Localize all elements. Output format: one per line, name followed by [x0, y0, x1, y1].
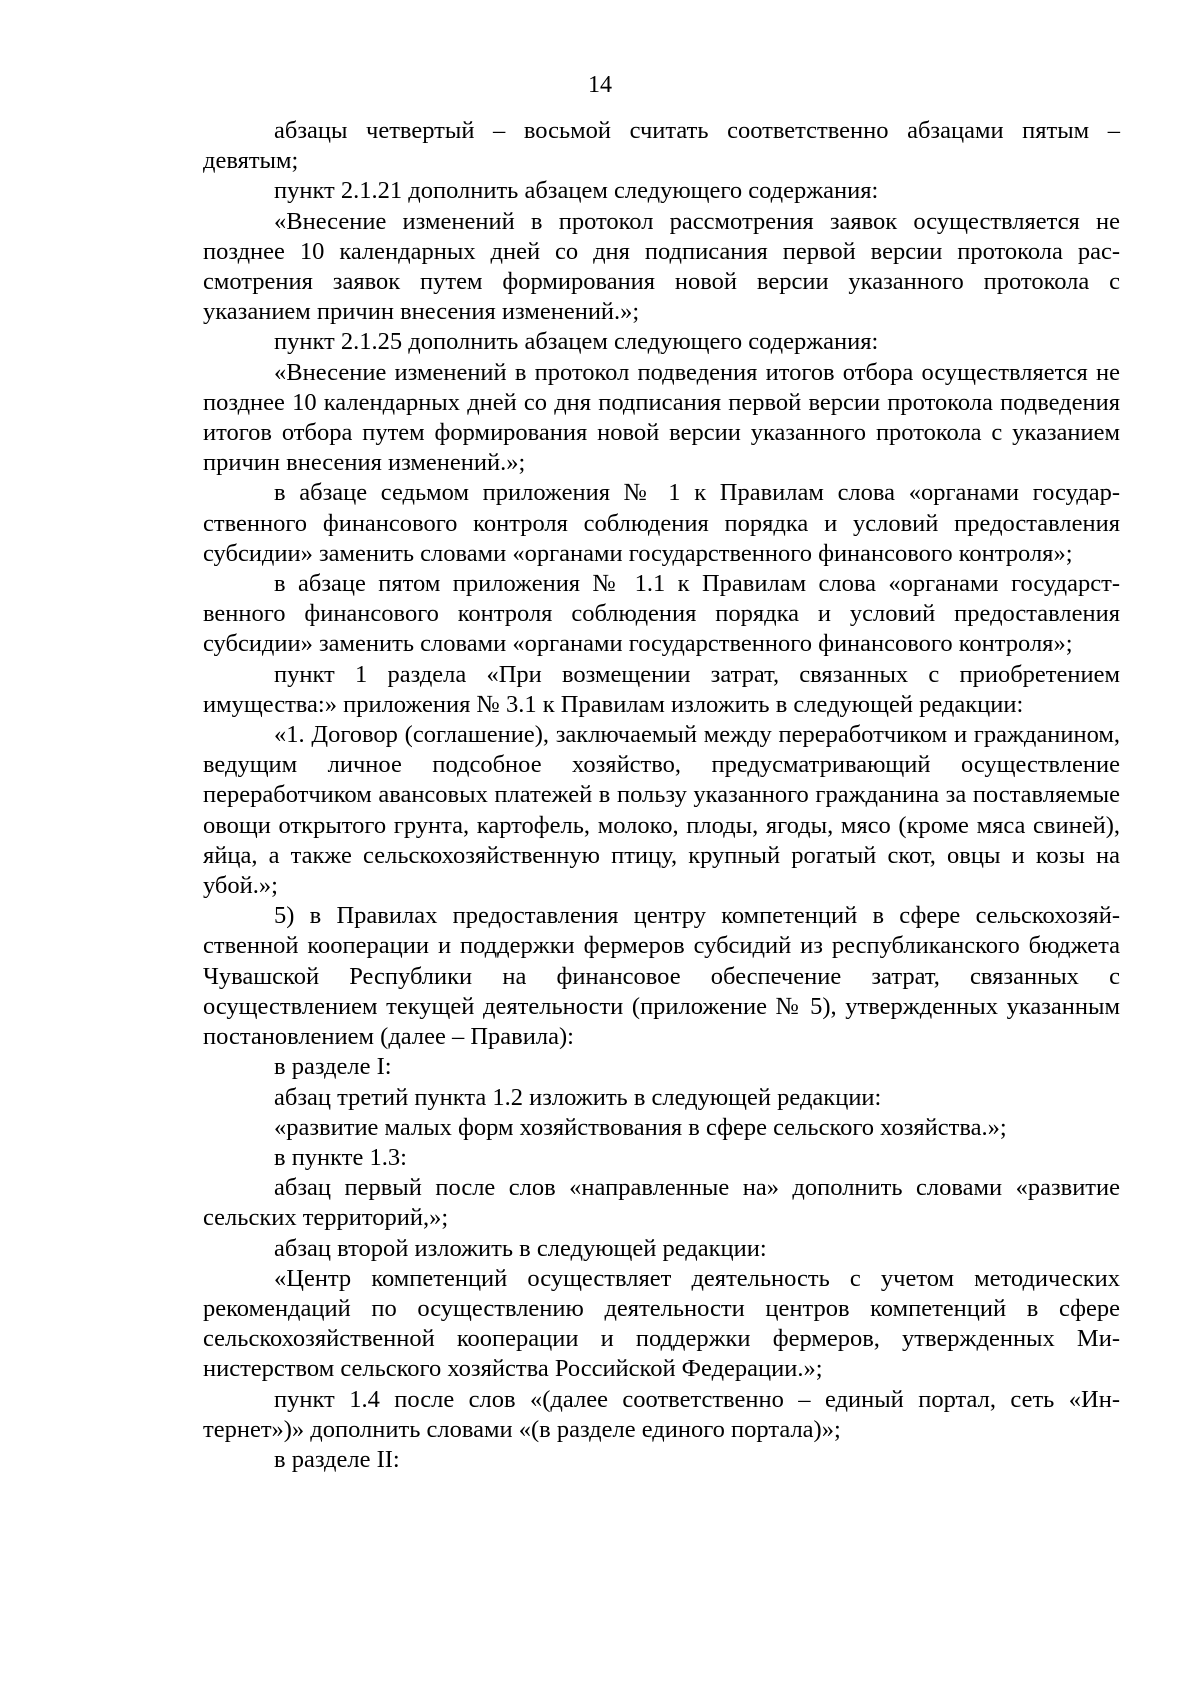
paragraph-2: пункт 2.1.21 дополнить абзацем следующего содержания: — [274, 177, 879, 205]
paragraph-14: в пункте 1.3: — [274, 1143, 407, 1171]
paragraph-15: абзац первый после слов «направленные на» дополнить словами «развитие сельских территорий,»; — [203, 1174, 1120, 1232]
paragraph-3: «Внесение изменений в протокол рассмотрения заявок осуществляется не позднее 10 календарных дней со дня подписания первой версии протокола рассмотрения заявок путем формирования новой версии указанного протокола с указанием причин внесения изменений.»; — [203, 207, 1120, 326]
page-number: 14 — [588, 72, 612, 98]
paragraph-8: пункт 1 раздела «При возмещении затрат, связанных с приобретением имущества:» приложения № 3.1 к Правилам изложить в следующей редакции: — [203, 660, 1120, 718]
paragraph-1: абзацы четвертый – восьмой считать соответственно абзацами пятым – девятым; — [203, 117, 1120, 175]
paragraph-13: «развитие малых форм хозяйствования в сфере сельского хозяйства.»; — [274, 1113, 1007, 1141]
paragraph-4: пункт 2.1.25 дополнить абзацем следующего содержания: — [274, 328, 879, 356]
paragraph-6: в абзаце седьмом приложения № 1 к Правилам слова «органами государственного финансового контроля соблюдения порядка и условий предоставления субсидии» заменить словами «органами государственного финансового контроля»; — [203, 479, 1120, 567]
paragraph-19: в разделе II: — [274, 1445, 400, 1473]
paragraph-17: «Центр компетенций осуществляет деятельность с учетом методических рекомендаций по осуществлению деятельности центров компетенций в сфере сельскохозяйственной кооперации и поддержки фермеров, утвержденных Министерством сельского хозяйства Российской Федерации.»; — [203, 1264, 1120, 1383]
paragraph-18: пункт 1.4 после слов «(далее соответственно – единый портал, сеть «Интернет»)» дополнить словами «(в разделе единого портала)»; — [203, 1385, 1120, 1443]
paragraph-11: в разделе I: — [274, 1053, 392, 1081]
paragraph-9: «1. Договор (соглашение), заключаемый между переработчиком и гражданином, ведущим личное подсобное хозяйство, предусматривающий осуществление переработчиком авансовых платежей в пользу указанного гражданина за поставляемые овощи открытого грунта, картофель, молоко, плоды, ягоды, мясо (кроме мяса свиней), яйца, а также сельскохозяйственную птицу, крупный рогатый скот, овцы и козы на убой.»; — [203, 721, 1120, 900]
paragraph-7: в абзаце пятом приложения № 1.1 к Правилам слова «органами государственного финансового контроля соблюдения порядка и условий предоставления субсидии» заменить словами «органами государственного финансового контроля»; — [203, 570, 1120, 658]
paragraph-10: 5) в Правилах предоставления центру компетенций в сфере сельскохозяйственной кооперации и поддержки фермеров субсидий из республиканского бюджета Чувашской Республики на финансовое обеспечение затрат, связанных с осуществлением текущей деятельности (приложение № 5), утвержденных указанным постановлением (далее – Правила): — [203, 902, 1120, 1051]
paragraph-5: «Внесение изменений в протокол подведения итогов отбора осуществляется не позднее 10 календарных дней со дня подписания первой версии протокола подведения итогов отбора путем формирования новой версии указанного протокола с указанием причин внесения изменений.»; — [203, 358, 1120, 477]
document-body — [203, 116, 1120, 1475]
paragraph-12: абзац третий пункта 1.2 изложить в следующей редакции: — [274, 1083, 882, 1111]
paragraph-16: абзац второй изложить в следующей редакции: — [274, 1234, 767, 1262]
